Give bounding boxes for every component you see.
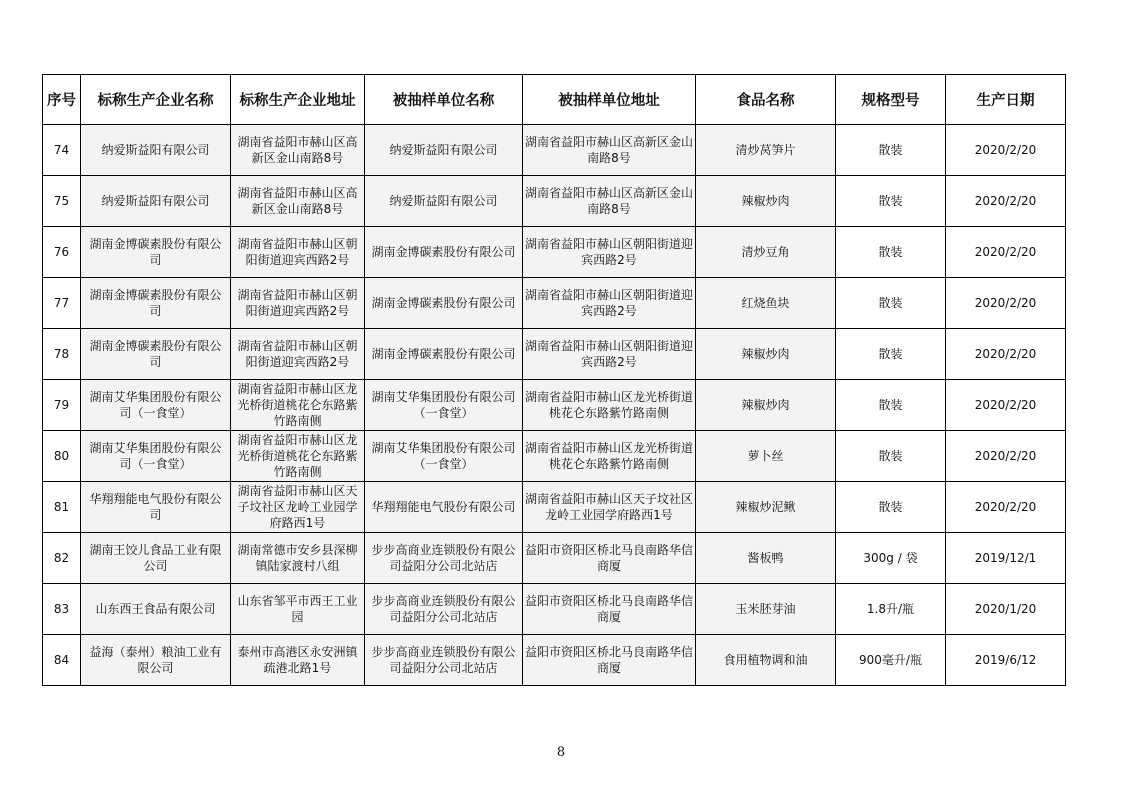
cell-date: 2020/1/20 — [946, 584, 1066, 635]
cell-food: 食用植物调和油 — [696, 635, 836, 686]
cell-no: 82 — [43, 533, 81, 584]
col-header-sampled-address: 被抽样单位地址 — [523, 75, 696, 125]
cell-food: 清炒豆角 — [696, 227, 836, 278]
cell-sampled-unit: 湖南金博碳素股份有限公司 — [365, 278, 523, 329]
page-number: 8 — [556, 745, 566, 760]
cell-manufacturer-address: 泰州市高港区永安洲镇疏港北路1号 — [231, 635, 365, 686]
cell-date: 2020/2/20 — [946, 125, 1066, 176]
table-row — [43, 431, 1066, 482]
table-row — [43, 278, 1066, 329]
cell-date: 2020/2/20 — [946, 278, 1066, 329]
col-header-food: 食品名称 — [696, 75, 836, 125]
cell-date: 2020/2/20 — [946, 380, 1066, 431]
cell-manufacturer: 湖南金博碳素股份有限公司 — [81, 329, 231, 380]
cell-sampled-address: 湖南省益阳市赫山区龙光桥街道桃花仑东路紫竹路南侧 — [523, 380, 696, 431]
cell-manufacturer-address: 湖南省益阳市赫山区高新区金山南路8号 — [231, 125, 365, 176]
cell-food: 辣椒炒肉 — [696, 329, 836, 380]
cell-no: 78 — [43, 329, 81, 380]
cell-date: 2020/2/20 — [946, 329, 1066, 380]
cell-sampled-unit: 湖南金博碳素股份有限公司 — [365, 329, 523, 380]
cell-manufacturer: 益海（泰州）粮油工业有限公司 — [81, 635, 231, 686]
table-row — [43, 227, 1066, 278]
cell-food: 辣椒炒泥鳅 — [696, 482, 836, 533]
cell-sampled-address: 湖南省益阳市赫山区朝阳街道迎宾西路2号 — [523, 278, 696, 329]
cell-spec: 300g / 袋 — [836, 533, 946, 584]
cell-manufacturer: 纳爱斯益阳有限公司 — [81, 125, 231, 176]
cell-manufacturer: 湖南王饺儿食品工业有限公司 — [81, 533, 231, 584]
cell-date: 2020/2/20 — [946, 227, 1066, 278]
cell-manufacturer: 山东西王食品有限公司 — [81, 584, 231, 635]
cell-spec: 散装 — [836, 176, 946, 227]
cell-date: 2020/2/20 — [946, 176, 1066, 227]
table-body — [43, 125, 1066, 686]
cell-no: 80 — [43, 431, 81, 482]
cell-food: 玉米胚芽油 — [696, 584, 836, 635]
col-header-no: 序号 — [43, 75, 81, 125]
table-row — [43, 584, 1066, 635]
table-header-row — [43, 75, 1066, 125]
cell-date: 2019/12/1 — [946, 533, 1066, 584]
table-row — [43, 533, 1066, 584]
cell-manufacturer-address: 湖南省益阳市赫山区龙光桥街道桃花仑东路紫竹路南侧 — [231, 380, 365, 431]
cell-manufacturer-address: 山东省邹平市西王工业园 — [231, 584, 365, 635]
cell-no: 84 — [43, 635, 81, 686]
cell-spec: 散装 — [836, 125, 946, 176]
cell-food: 辣椒炒肉 — [696, 176, 836, 227]
cell-no: 74 — [43, 125, 81, 176]
table-row — [43, 176, 1066, 227]
cell-sampled-unit: 纳爱斯益阳有限公司 — [365, 125, 523, 176]
cell-spec: 900毫升/瓶 — [836, 635, 946, 686]
cell-food: 红烧鱼块 — [696, 278, 836, 329]
cell-food: 辣椒炒肉 — [696, 380, 836, 431]
sampling-table — [42, 74, 1066, 686]
cell-no: 83 — [43, 584, 81, 635]
cell-manufacturer: 华翔翔能电气股份有限公司 — [81, 482, 231, 533]
cell-sampled-unit: 步步高商业连锁股份有限公司益阳分公司北站店 — [365, 533, 523, 584]
cell-manufacturer: 湖南金博碳素股份有限公司 — [81, 278, 231, 329]
cell-no: 79 — [43, 380, 81, 431]
cell-date: 2020/2/20 — [946, 482, 1066, 533]
cell-food: 酱板鸭 — [696, 533, 836, 584]
cell-manufacturer-address: 湖南省益阳市赫山区朝阳街道迎宾西路2号 — [231, 227, 365, 278]
cell-sampled-address: 湖南省益阳市赫山区朝阳街道迎宾西路2号 — [523, 227, 696, 278]
col-header-manufacturer-address: 标称生产企业地址 — [231, 75, 365, 125]
cell-spec: 散装 — [836, 227, 946, 278]
cell-sampled-address: 益阳市资阳区桥北马良南路华信商厦 — [523, 533, 696, 584]
cell-no: 75 — [43, 176, 81, 227]
cell-manufacturer: 湖南金博碳素股份有限公司 — [81, 227, 231, 278]
cell-spec: 1.8升/瓶 — [836, 584, 946, 635]
cell-sampled-address: 湖南省益阳市赫山区高新区金山南路8号 — [523, 125, 696, 176]
cell-sampled-address: 湖南省益阳市赫山区朝阳街道迎宾西路2号 — [523, 329, 696, 380]
table-row — [43, 125, 1066, 176]
cell-manufacturer: 纳爱斯益阳有限公司 — [81, 176, 231, 227]
table-row — [43, 635, 1066, 686]
cell-sampled-unit: 湖南艾华集团股份有限公司（一食堂） — [365, 380, 523, 431]
col-header-date: 生产日期 — [946, 75, 1066, 125]
cell-food: 萝卜丝 — [696, 431, 836, 482]
cell-date: 2019/6/12 — [946, 635, 1066, 686]
cell-spec: 散装 — [836, 482, 946, 533]
cell-sampled-unit: 纳爱斯益阳有限公司 — [365, 176, 523, 227]
cell-sampled-unit: 步步高商业连锁股份有限公司益阳分公司北站店 — [365, 584, 523, 635]
cell-manufacturer: 湖南艾华集团股份有限公司（一食堂） — [81, 431, 231, 482]
cell-no: 77 — [43, 278, 81, 329]
cell-sampled-unit: 湖南艾华集团股份有限公司（一食堂） — [365, 431, 523, 482]
cell-food: 清炒莴笋片 — [696, 125, 836, 176]
cell-manufacturer: 湖南艾华集团股份有限公司（一食堂） — [81, 380, 231, 431]
cell-sampled-address: 湖南省益阳市赫山区龙光桥街道桃花仑东路紫竹路南侧 — [523, 431, 696, 482]
cell-manufacturer-address: 湖南省益阳市赫山区天子坟社区龙岭工业园学府路西1号 — [231, 482, 365, 533]
cell-manufacturer-address: 湖南省益阳市赫山区高新区金山南路8号 — [231, 176, 365, 227]
cell-manufacturer-address: 湖南省益阳市赫山区朝阳街道迎宾西路2号 — [231, 278, 365, 329]
cell-spec: 散装 — [836, 431, 946, 482]
cell-no: 76 — [43, 227, 81, 278]
table-row — [43, 329, 1066, 380]
cell-sampled-unit: 步步高商业连锁股份有限公司益阳分公司北站店 — [365, 635, 523, 686]
cell-manufacturer-address: 湖南省益阳市赫山区朝阳街道迎宾西路2号 — [231, 329, 365, 380]
cell-sampled-address: 湖南省益阳市赫山区高新区金山南路8号 — [523, 176, 696, 227]
cell-date: 2020/2/20 — [946, 431, 1066, 482]
col-header-spec: 规格型号 — [836, 75, 946, 125]
cell-sampled-unit: 华翔翔能电气股份有限公司 — [365, 482, 523, 533]
cell-sampled-address: 益阳市资阳区桥北马良南路华信商厦 — [523, 584, 696, 635]
cell-manufacturer-address: 湖南省益阳市赫山区龙光桥街道桃花仑东路紫竹路南侧 — [231, 431, 365, 482]
table-row — [43, 380, 1066, 431]
cell-spec: 散装 — [836, 380, 946, 431]
cell-sampled-address: 益阳市资阳区桥北马良南路华信商厦 — [523, 635, 696, 686]
col-header-sampled-unit: 被抽样单位名称 — [365, 75, 523, 125]
cell-spec: 散装 — [836, 329, 946, 380]
table-row — [43, 482, 1066, 533]
cell-no: 81 — [43, 482, 81, 533]
cell-manufacturer-address: 湖南常德市安乡县深柳镇陆家渡村八组 — [231, 533, 365, 584]
cell-spec: 散装 — [836, 278, 946, 329]
cell-sampled-address: 湖南省益阳市赫山区天子坟社区龙岭工业园学府路西1号 — [523, 482, 696, 533]
col-header-manufacturer: 标称生产企业名称 — [81, 75, 231, 125]
cell-sampled-unit: 湖南金博碳素股份有限公司 — [365, 227, 523, 278]
